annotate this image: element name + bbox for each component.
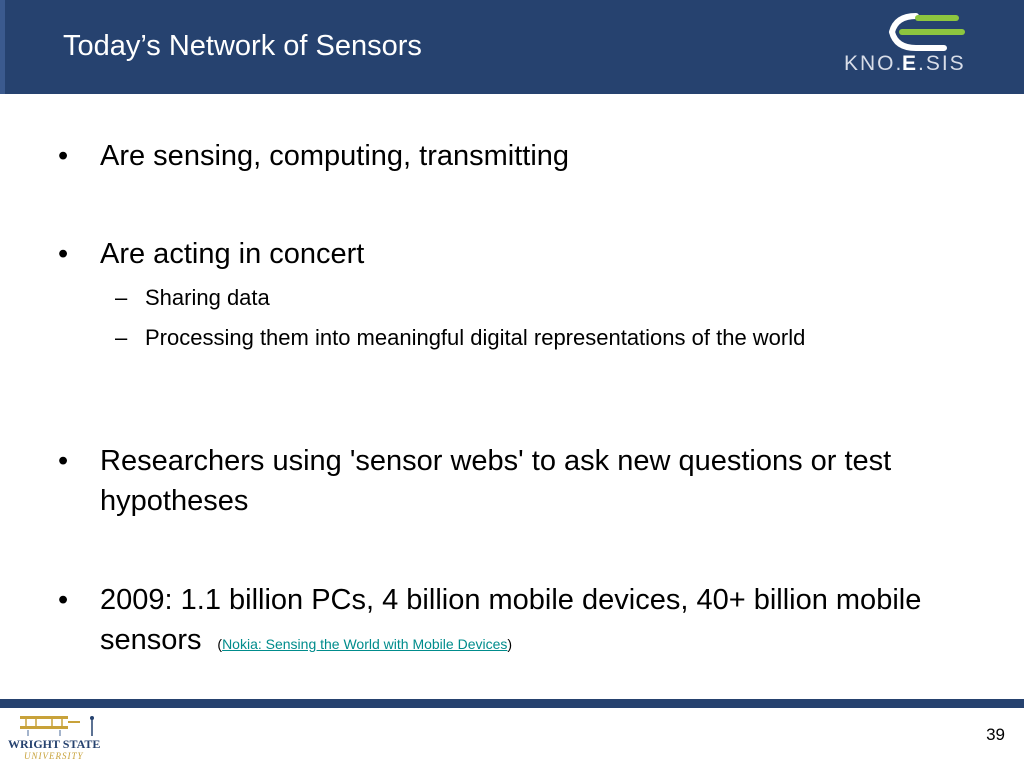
svg-text:E: E <box>902 52 917 75</box>
bullet-marker: • <box>58 445 69 477</box>
footer-divider <box>0 699 1024 708</box>
page-number: 39 <box>986 725 1005 744</box>
wright-state-university-logo <box>6 712 110 762</box>
sub-bullet-marker: – <box>115 285 128 310</box>
sub-bullet-text: Sharing data <box>145 285 270 310</box>
bullet-2 <box>58 234 978 274</box>
bullet-marker: • <box>58 140 69 172</box>
wsu-line2: UNIVERSITY <box>24 751 84 761</box>
bullet-text: Are sensing, computing, transmitting <box>100 140 570 172</box>
sub-bullet-text: Processing them into meaningful digital representations of the world <box>145 325 806 350</box>
citation-link[interactable]: Nokia: Sensing the World with Mobile Devices <box>222 636 508 652</box>
knoesis-logo <box>836 6 1006 78</box>
header-edge <box>0 0 5 94</box>
bullet-1 <box>58 136 978 176</box>
bullet-marker: • <box>58 238 69 270</box>
svg-text:.SIS: .SIS <box>918 52 966 75</box>
sub-bullet-2 <box>115 320 935 355</box>
bullet-text: Are acting in concert <box>100 238 365 270</box>
bullet-text: Researchers using 'sensor webs' to ask new questions or test hypotheses <box>100 445 892 517</box>
bullet-4 <box>58 580 978 664</box>
sub-bullet-1 <box>115 280 935 315</box>
wsu-line1: WRIGHT STATE <box>8 737 101 751</box>
header-bar <box>0 0 1024 94</box>
bullet-marker: • <box>58 584 69 616</box>
svg-text:KNO.: KNO. <box>844 52 904 75</box>
citation-open: ( <box>217 636 223 652</box>
bullet-text-container <box>100 580 978 664</box>
sub-bullet-marker: – <box>115 325 128 350</box>
citation <box>210 636 512 652</box>
citation-close: ) <box>507 636 513 652</box>
slide-title: Today’s Network of Sensors <box>63 30 422 62</box>
bullet-text: 2009: 1.1 billion PCs, 4 billion mobile devices, 40+ billion mobile sensors <box>100 584 922 656</box>
bullet-3 <box>58 441 948 521</box>
